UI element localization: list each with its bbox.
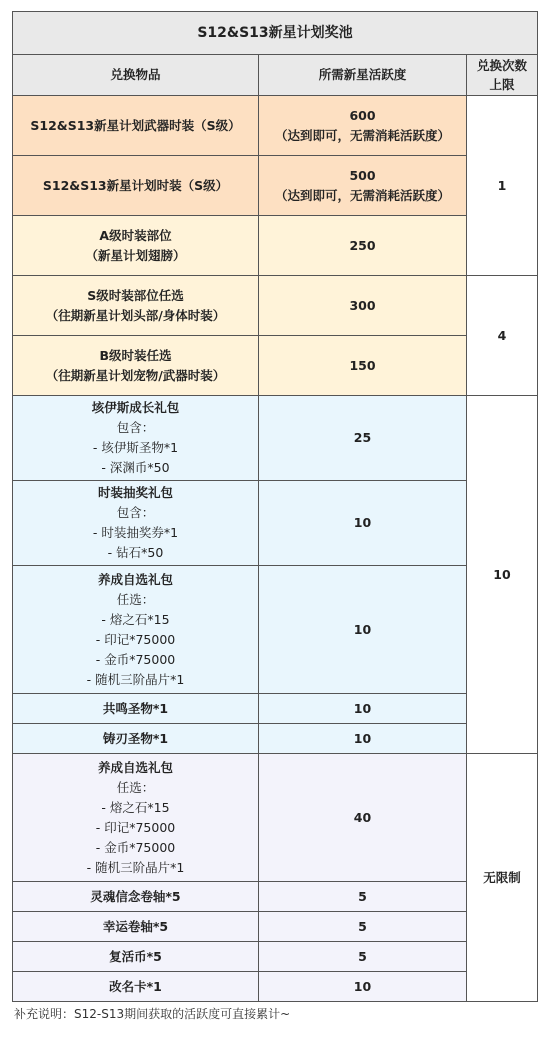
points-cell: 25 — [259, 396, 467, 481]
points-cell: 10 — [259, 566, 467, 694]
item-cell — [13, 216, 259, 276]
table-row — [13, 276, 538, 336]
item-cell — [13, 276, 259, 336]
item-cell — [13, 481, 259, 566]
table-row — [13, 754, 538, 882]
points-cell — [259, 96, 467, 156]
item-name: S级时装部位任选 — [87, 287, 184, 303]
item-cell: 改名卡*1 — [13, 972, 259, 1002]
item-cell — [13, 396, 259, 481]
table-row — [13, 481, 538, 566]
points-cell: 10 — [259, 694, 467, 724]
points-cell: 5 — [259, 882, 467, 912]
limit-cell: 10 — [467, 396, 538, 754]
item-cell — [13, 566, 259, 694]
item-name: B级时装任选 — [99, 347, 172, 363]
table-row — [13, 912, 538, 942]
points-note: （达到即可，无需消耗活跃度） — [274, 127, 450, 143]
header-limit-line2: 上限 — [489, 77, 515, 92]
item-cell: 复活币*5 — [13, 942, 259, 972]
item-cell: 共鸣圣物*1 — [13, 694, 259, 724]
item-name: 养成自选礼包 — [97, 571, 173, 587]
points-value: 600 — [349, 107, 376, 123]
points-cell — [259, 156, 467, 216]
points-cell: 40 — [259, 754, 467, 882]
footnote: 补充说明：S12-S13期间获取的活跃度可直接累计~ — [14, 1007, 291, 1021]
reward-table-container — [12, 11, 537, 1002]
table-row — [13, 336, 538, 396]
item-cell — [13, 754, 259, 882]
table-row — [13, 972, 538, 1002]
item-detail: - 印记*75000 — [95, 631, 176, 647]
limit-cell: 4 — [467, 276, 538, 396]
header-limit — [467, 55, 538, 96]
item-detail: （新星计划翅膀） — [85, 247, 186, 263]
table-row — [13, 694, 538, 724]
table-row — [13, 882, 538, 912]
table-row — [13, 216, 538, 276]
item-detail: - 熔之石*15 — [101, 799, 170, 815]
item-cell: 灵魂信念卷轴*5 — [13, 882, 259, 912]
item-cell — [13, 336, 259, 396]
item-detail: - 印记*75000 — [95, 819, 176, 835]
header-points: 所需新星活跃度 — [259, 55, 467, 96]
limit-cell: 1 — [467, 96, 538, 276]
limit-cell: 无限制 — [467, 754, 538, 1002]
points-value: 500 — [349, 167, 376, 183]
item-name: 时装抽奖礼包 — [97, 485, 173, 500]
table-row — [13, 942, 538, 972]
points-cell: 10 — [259, 972, 467, 1002]
item-name: A级时装部位 — [99, 227, 172, 243]
item-detail: 包含： — [116, 505, 155, 520]
header-row — [13, 55, 538, 96]
points-cell: 300 — [259, 276, 467, 336]
item-detail: - 金币*75000 — [95, 839, 176, 855]
points-cell: 250 — [259, 216, 467, 276]
points-note: （达到即可，无需消耗活跃度） — [274, 187, 450, 203]
table-row — [13, 96, 538, 156]
table-row — [13, 566, 538, 694]
header-item: 兑换物品 — [13, 55, 259, 96]
item-cell: 幸运卷轴*5 — [13, 912, 259, 942]
points-cell: 150 — [259, 336, 467, 396]
item-cell — [13, 96, 259, 156]
item-detail: - 时装抽奖券*1 — [92, 525, 179, 540]
title-row — [13, 12, 538, 55]
item-name: 垓伊斯成长礼包 — [91, 400, 180, 415]
item-cell: 铸刃圣物*1 — [13, 724, 259, 754]
points-cell: 10 — [259, 724, 467, 754]
item-detail: 任选： — [116, 591, 155, 607]
item-detail: （往期新星计划头部/身体时装） — [45, 307, 226, 323]
item-name: S12&S13新星计划武器时装（S级） — [30, 117, 241, 133]
item-detail: - 深渊币*50 — [101, 460, 170, 475]
reward-pool-table — [12, 11, 538, 1002]
table-row — [13, 724, 538, 754]
item-detail: 任选： — [116, 779, 155, 795]
header-limit-line1: 兑换次数 — [476, 58, 527, 73]
table-title: S12&S13新星计划奖池 — [13, 12, 538, 55]
item-detail: （往期新星计划宠物/武器时装） — [45, 367, 226, 383]
item-detail: - 金币*75000 — [95, 651, 176, 667]
item-detail: - 熔之石*15 — [101, 611, 170, 627]
points-cell: 5 — [259, 942, 467, 972]
item-detail: 包含： — [116, 420, 155, 435]
item-name: S12&S13新星计划时装（S级） — [42, 177, 229, 193]
item-detail: - 随机三阶晶片*1 — [86, 859, 185, 875]
item-detail: - 钻石*50 — [107, 545, 164, 560]
table-row — [13, 156, 538, 216]
item-name: 养成自选礼包 — [97, 759, 173, 775]
points-cell: 10 — [259, 481, 467, 566]
points-cell: 5 — [259, 912, 467, 942]
table-row — [13, 396, 538, 481]
item-detail: - 随机三阶晶片*1 — [86, 671, 185, 687]
item-cell — [13, 156, 259, 216]
item-detail: - 垓伊斯圣物*1 — [92, 440, 179, 455]
